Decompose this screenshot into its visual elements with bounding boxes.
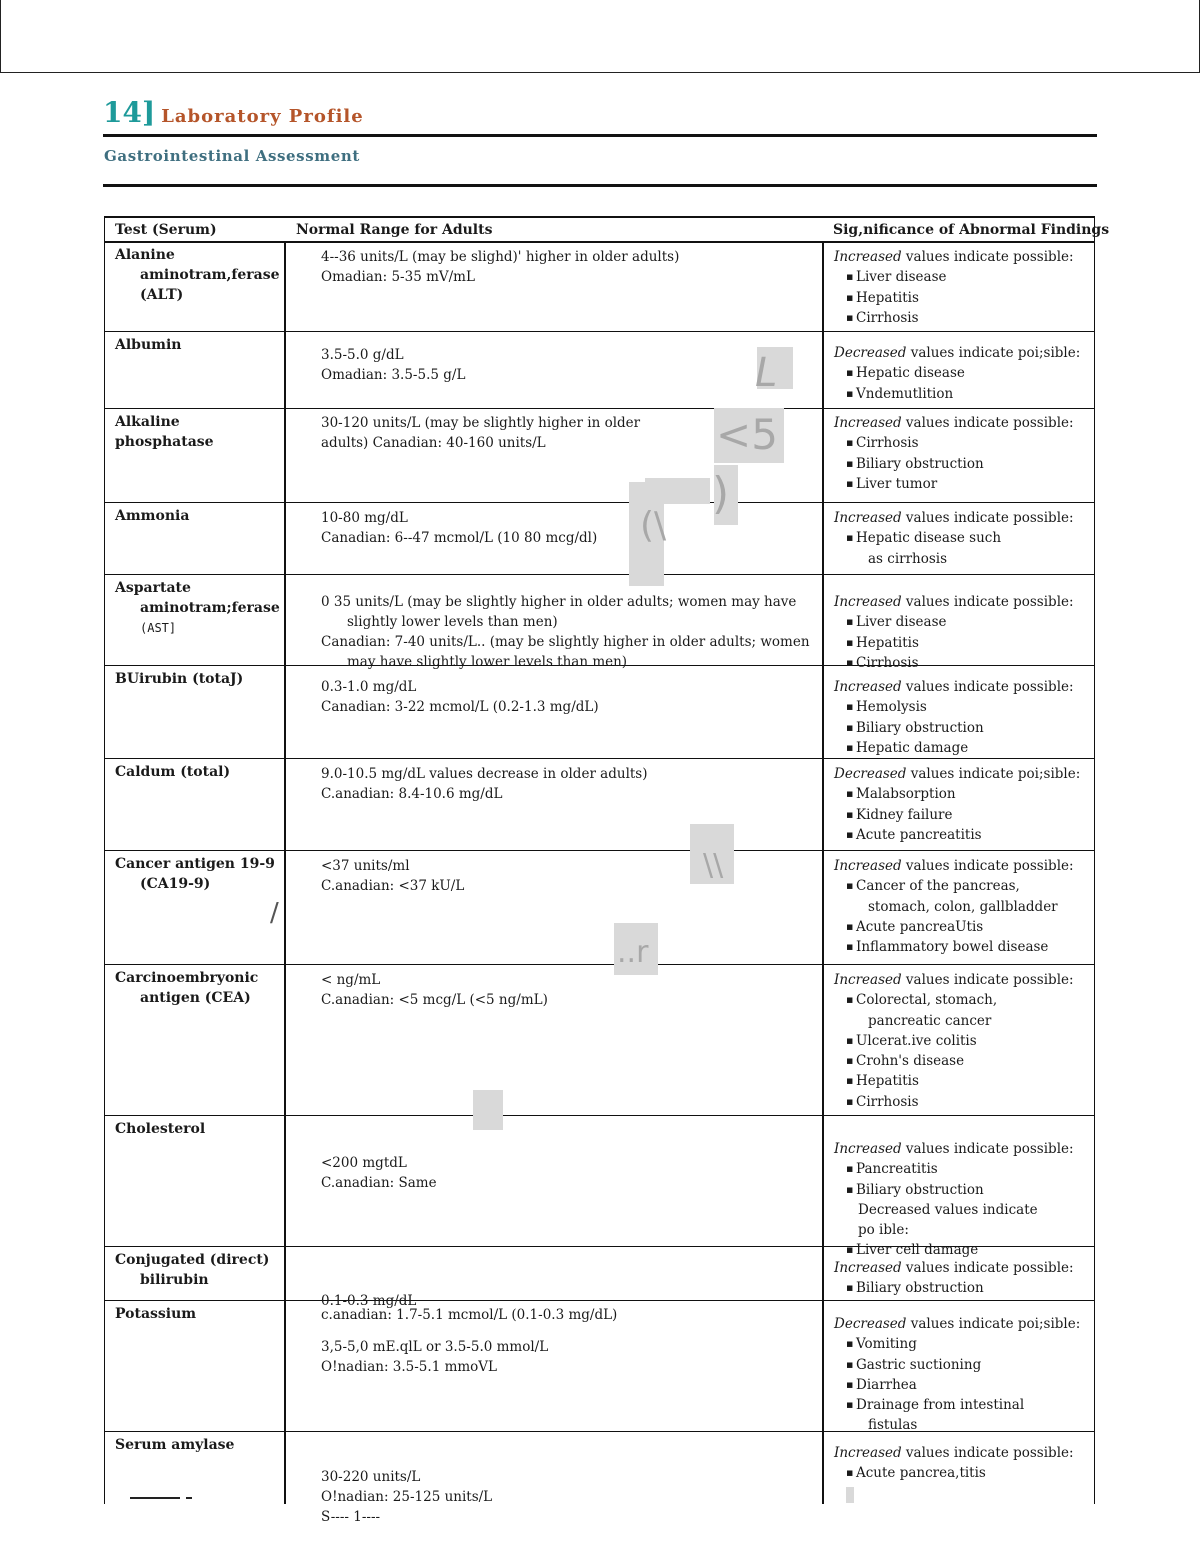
finding-item: ▪ Acute pancreaUtis — [834, 917, 1089, 937]
range-line: c.anadian: 1.7-5.1 mcmol/L (0.1-0.3 mg/dL) — [321, 1307, 618, 1323]
finding-item: ▪ Liver disease — [834, 267, 1089, 287]
table-row — [105, 850, 1094, 965]
scan-artifact-text: L — [755, 350, 778, 396]
test-name — [115, 1435, 275, 1455]
finding-item: ▪ Liver tumor — [834, 474, 1089, 494]
test-name-line: Cancer antigen 19-9 — [115, 856, 275, 872]
scan-artifact-text: \\ — [703, 848, 724, 883]
finding-item: ▪ Pancreatitis — [834, 1159, 1089, 1179]
test-name — [115, 412, 275, 452]
significance-intro — [834, 508, 1089, 528]
finding-item: ▪ Vndemutlition — [834, 384, 1089, 404]
test-name-line: Potassium — [115, 1306, 197, 1322]
test-name — [115, 854, 275, 894]
significance-keyword: Increased — [834, 510, 902, 526]
significance-intro — [834, 856, 1089, 876]
finding-item: ▪ Cirrhosis — [834, 653, 1089, 673]
normal-range — [321, 508, 821, 548]
section-rule — [103, 184, 1097, 187]
header-range: Normal Range for Adults — [296, 222, 493, 238]
table-row — [105, 408, 1094, 503]
significance-keyword: Decreased — [834, 766, 907, 782]
scan-artifact — [473, 1090, 503, 1130]
finding-item: ▪ Biliary obstruction — [834, 718, 1089, 738]
significance — [834, 508, 1089, 569]
range-line: 9.0-10.5 mg/dL values decrease in older adults) — [321, 766, 648, 782]
finding-item: ▪ Diarrhea — [834, 1375, 1089, 1395]
significance-keyword: Increased — [834, 415, 902, 431]
significance-intro — [834, 592, 1089, 612]
header-rule — [103, 134, 1097, 137]
lab-table — [104, 216, 1110, 1525]
range-line: 10-80 mg/dL — [321, 510, 408, 526]
finding-item: fistulas — [868, 1417, 918, 1434]
range-line: <37 units/ml — [321, 858, 410, 874]
range-line: O!nadian: 25-125 units/L — [321, 1489, 493, 1505]
table-row — [105, 331, 1094, 409]
scan-artifact-text: ) — [712, 468, 730, 519]
table-row — [105, 665, 1094, 759]
significance — [834, 592, 1089, 673]
finding-item: ▪ Hemolysis — [834, 697, 1089, 717]
table-row — [105, 1431, 1094, 1525]
test-name-line: antigen (CEA) — [140, 990, 251, 1006]
test-name — [115, 1304, 275, 1324]
test-name-line: Aspartate — [115, 580, 191, 596]
range-line: 0.3-1.0 mg/dL — [321, 679, 417, 695]
finding-item: ▪ Hepatic disease such — [834, 528, 1089, 548]
significance — [834, 856, 1089, 957]
finding-item: ▪ Biliary obstruction — [834, 1278, 1089, 1298]
significance-intro — [834, 1258, 1089, 1278]
significance — [834, 970, 1089, 1112]
scan-artifact — [130, 1497, 180, 1499]
significance-intro-text: values indicate possible: — [901, 415, 1074, 431]
significance-keyword: Increased — [834, 858, 902, 874]
scan-artifact-text: <5 — [716, 410, 778, 459]
finding-item: ▪ Acute pancrea,titis — [834, 1463, 1089, 1483]
significance-intro-text: values indicate possible: — [901, 858, 1074, 874]
test-name-line: BUirubin (totaJ) — [115, 671, 244, 687]
finding-item: ▪ Colorectal, stomach, — [834, 990, 1089, 1010]
test-name — [115, 245, 280, 305]
range-line: may have slightly lower levels than men) — [347, 654, 628, 670]
finding-item: ▪ Vomiting — [834, 1334, 1089, 1354]
significance — [834, 1314, 1089, 1436]
range-line: adults) Canadian: 40-160 units/L — [321, 435, 546, 451]
test-name-line: aminotram,ferase — [140, 267, 280, 283]
range-line: Canadian: 6--47 mcmol/L (10 80 mcg/dl) — [321, 530, 598, 546]
test-name — [115, 1119, 275, 1139]
chapter-heading — [103, 96, 364, 129]
normal-range — [321, 970, 821, 1010]
finding-item: ▪ Hepatic disease — [834, 363, 1089, 383]
chapter-title: Laboratory Profile — [161, 106, 364, 127]
finding-item: ▪ Hepatitis — [834, 633, 1089, 653]
finding-item: ▪ Kidney failure — [834, 805, 1089, 825]
normal-range — [321, 345, 821, 385]
test-name-line: Serum amylase — [115, 1437, 235, 1453]
significance-intro-text: values indicate possible: — [901, 249, 1074, 265]
scan-artifact-text: (\ — [640, 505, 667, 546]
test-name-line: Alanine — [115, 247, 175, 263]
significance — [834, 247, 1089, 328]
significance-intro — [834, 343, 1089, 363]
test-name-line: aminotram;ferase — [140, 600, 280, 616]
range-line: 0 35 units/L (may be slightly higher in older adults; women may have — [321, 594, 797, 610]
finding-item: ▪ Cancer of the pancreas, — [834, 876, 1089, 896]
section-title: Gastrointestinal Assessment — [104, 147, 360, 165]
significance — [834, 764, 1089, 845]
finding-item: ▪ Hepatitis — [834, 1071, 1089, 1091]
table-row — [105, 964, 1094, 1116]
finding-item: ▪ Malabsorption — [834, 784, 1089, 804]
significance-keyword: Increased — [834, 1141, 902, 1157]
scan-artifact — [186, 1497, 192, 1499]
significance-keyword: Increased — [834, 972, 902, 988]
range-line: Omadian: 3.5-5.5 g/L — [321, 367, 466, 383]
test-name-line: (CA19-9) — [140, 876, 211, 892]
range-line: slightly lower levels than men) — [347, 614, 558, 630]
finding-item: ▪ Cirrhosis — [834, 1092, 1089, 1112]
test-name-line: (ALT) — [140, 287, 184, 303]
table-row — [105, 1246, 1094, 1309]
finding-item: ▪ Crohn's disease — [834, 1051, 1089, 1071]
range-line: 4--36 units/L (may be slighd)' higher in older adults) — [321, 249, 680, 265]
normal-range — [321, 856, 821, 896]
significance-intro-text: values indicate possible: — [901, 594, 1074, 610]
range-line: O!nadian: 3.5-5.1 mmoVL — [321, 1359, 498, 1375]
range-line: < ng/mL — [321, 972, 381, 988]
test-name-line: Conjugated (direct) — [115, 1252, 270, 1268]
table-row — [105, 502, 1094, 575]
normal-range — [321, 764, 821, 804]
finding-item: po ible: — [858, 1222, 909, 1239]
finding-item: ▪ Gastric suctioning — [834, 1355, 1089, 1375]
finding-item: ▪ Hepatic damage — [834, 738, 1089, 758]
normal-range — [321, 1467, 821, 1527]
scan-artifact — [846, 1487, 854, 1503]
test-name-line: Cholesterol — [115, 1121, 206, 1137]
range-line: 3.5-5.0 g/dL — [321, 347, 404, 363]
table-row — [105, 1300, 1094, 1432]
significance-intro — [834, 1139, 1089, 1159]
table-row — [105, 758, 1094, 851]
header-test: Test (Serum) — [115, 222, 217, 238]
finding-item: Decreased values indicate — [858, 1201, 1038, 1218]
range-line: C.anadian: 8.4-10.6 mg/dL — [321, 786, 503, 802]
significance-keyword: Increased — [834, 1445, 902, 1461]
test-name-line: Ammonia — [115, 508, 190, 524]
table-row — [105, 1115, 1094, 1259]
header-significance: Sig,nificance of Abnormal Findings — [833, 222, 1110, 238]
finding-item: ▪ Liver cell damage — [834, 1240, 1089, 1260]
table-row — [105, 574, 1094, 671]
table-row — [105, 241, 1094, 332]
significance-keyword: Increased — [834, 594, 902, 610]
test-name-line: Albumin — [115, 337, 182, 353]
test-name — [115, 1250, 275, 1290]
scan-artifact-text: ..r — [617, 935, 649, 970]
significance — [834, 1139, 1089, 1261]
significance-intro — [834, 1443, 1089, 1463]
significance-intro-text: values indicate possible: — [901, 510, 1074, 526]
significance — [834, 1258, 1089, 1299]
normal-range — [321, 247, 821, 287]
normal-range — [321, 1153, 821, 1193]
significance-keyword: Increased — [834, 1260, 902, 1276]
range-line: C.anadian: <37 kU/L — [321, 878, 465, 894]
range-line: Canadian: 7-40 units/L.. (may be slightly higher in older adults; women — [321, 634, 810, 650]
finding-item: ▪ Ulcerat.ive colitis — [834, 1031, 1089, 1051]
finding-item: ▪ Cirrhosis — [834, 308, 1089, 328]
range-line: 3,5-5,0 mE.qlL or 3.5-5.0 mmol/L — [321, 1339, 549, 1355]
finding-item: pancreatic cancer — [868, 1012, 992, 1029]
finding-item: ▪ Acute pancreatitis — [834, 825, 1089, 845]
test-name-line: bilirubin — [140, 1272, 209, 1288]
significance — [834, 677, 1089, 758]
finding-item: ▪ Drainage from intestinal — [834, 1395, 1089, 1415]
range-line: <200 mgtdL — [321, 1155, 407, 1171]
finding-item: ▪ Liver disease — [834, 612, 1089, 632]
test-name-line: Alkaline phosphatase — [115, 414, 214, 450]
significance-intro — [834, 413, 1089, 433]
table-header — [105, 218, 1110, 243]
finding-item: ▪ Inflammatory bowel disease — [834, 937, 1089, 957]
significance-intro-text: values indicate poi;sible: — [906, 345, 1081, 361]
scan-artifact-text: / — [270, 898, 279, 928]
test-name — [115, 968, 275, 1008]
range-line: C.anadian: <5 mcg/L (<5 ng/mL) — [321, 992, 548, 1008]
chapter-number: 14] — [103, 96, 156, 129]
test-name-line: Carcinoembryonic — [115, 970, 259, 986]
finding-item: ▪ Hepatitis — [834, 288, 1089, 308]
significance-keyword: Increased — [834, 679, 902, 695]
range-line: 0.1-0.3 mg/dL — [321, 1293, 417, 1309]
test-name — [115, 335, 275, 355]
range-line: Canadian: 3-22 mcmol/L (0.2-1.3 mg/dL) — [321, 699, 599, 715]
finding-item: ▪ Cirrhosis — [834, 433, 1089, 453]
normal-range — [321, 1305, 821, 1377]
significance-intro-text: values indicate possible: — [901, 1260, 1074, 1276]
significance-intro-text: values indicate possible: — [901, 679, 1074, 695]
significance-keyword: Decreased — [834, 1316, 907, 1332]
significance-intro-text: values indicate possible: — [901, 972, 1074, 988]
range-line: 30-120 units/L (may be slightly higher in older — [321, 415, 641, 431]
significance-intro-text: values indicate possible: — [901, 1141, 1074, 1157]
finding-item: as cirrhosis — [868, 550, 948, 567]
significance-intro-text: values indicate poi;sible: — [906, 766, 1081, 782]
significance-keyword: Decreased — [834, 345, 907, 361]
range-line: C.anadian: Same — [321, 1175, 437, 1191]
significance-keyword: Increased — [834, 249, 902, 265]
significance-intro — [834, 970, 1089, 990]
significance — [834, 1443, 1089, 1484]
significance-intro — [834, 677, 1089, 697]
test-name — [115, 762, 275, 782]
normal-range — [321, 592, 821, 672]
significance-intro — [834, 1314, 1089, 1334]
test-name — [115, 506, 275, 526]
significance-intro-text: values indicate possible: — [901, 1445, 1074, 1461]
significance — [834, 413, 1089, 494]
normal-range — [321, 677, 821, 717]
finding-item: ▪ Biliary obstruction — [834, 454, 1089, 474]
range-line: Omadian: 5-35 mV/mL — [321, 269, 475, 285]
test-name — [115, 669, 275, 689]
significance — [834, 343, 1089, 404]
range-line: S---- 1---- — [321, 1509, 381, 1525]
significance-intro — [834, 764, 1089, 784]
test-name-line: (AST] — [140, 621, 177, 635]
significance-intro — [834, 247, 1089, 267]
top-frame — [0, 0, 1200, 73]
test-name-line: Caldum (total) — [115, 764, 231, 780]
significance-intro-text: values indicate poi;sible: — [906, 1316, 1081, 1332]
range-line: 30-220 units/L — [321, 1469, 421, 1485]
test-name — [115, 578, 280, 638]
finding-item: ▪ Biliary obstruction — [834, 1180, 1089, 1200]
finding-item: stomach, colon, gallbladder — [868, 898, 1058, 915]
